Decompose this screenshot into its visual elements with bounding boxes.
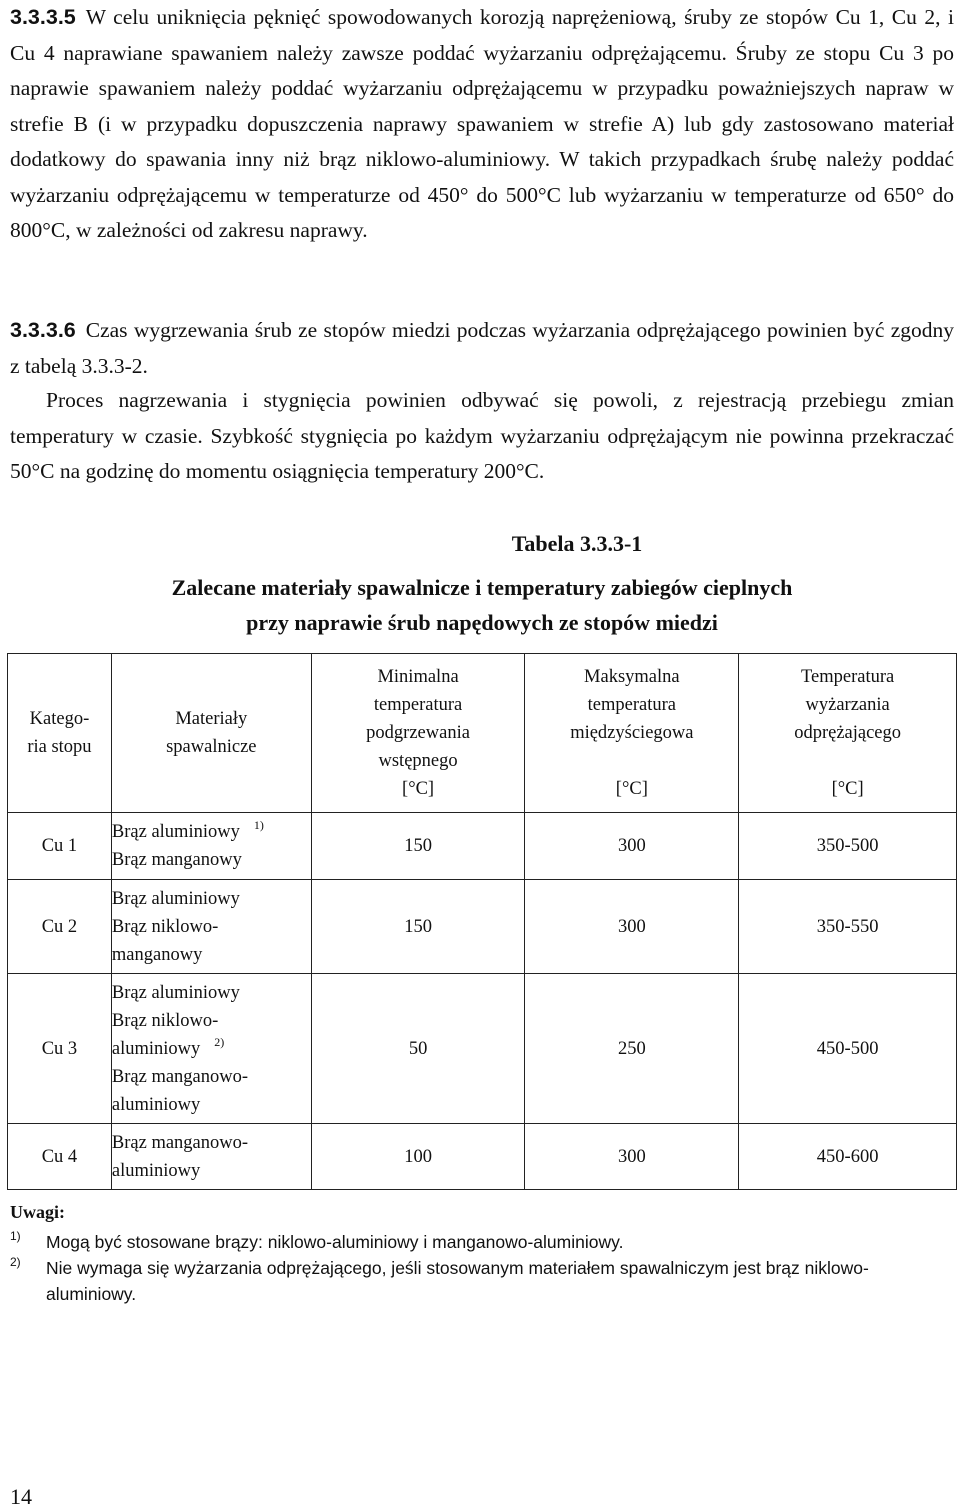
cell-max-interpass: 300 <box>525 880 739 974</box>
cell-category: Cu 1 <box>8 813 112 880</box>
header-line: podgrzewania <box>366 723 470 743</box>
cell-annealing: 450-600 <box>739 1124 957 1190</box>
header-max-interpass <box>525 654 739 813</box>
note-text: Nie wymaga się wyżarzania odprężającego, jeśli stosowanym materiałem spawalniczym jest brąz niklowo-aluminiowy. <box>46 1258 869 1304</box>
table-row <box>8 974 957 1124</box>
table-title <box>10 570 954 640</box>
note-mark: 2) <box>10 1255 21 1269</box>
header-unit: [°C] <box>615 779 648 799</box>
header-line: temperatura <box>373 695 463 715</box>
paragraph-text: W celu uniknięcia pęknięć spowodowanych korozją naprężeniową, śruby ze stopów Cu 1, Cu 2, i Cu 4 naprawiane spawaniem należy zawsze poddać wyżarzaniu odprężającemu. Śruby ze stopu Cu 3 po naprawie spawaniem należy poddać wyżarzaniu odprężającemu w przypadku poważniejszych napraw w strefie B (i w przypadku dopuszczenia naprawy spawaniem w strefie A) lub gdy zastosowano materiał dodatkowy do spawania inny niż brąz niklowo-aluminiowy. W takich przypadkach śrubę należy poddać wyżarzaniu odprężającemu w temperaturze od 450° do 500°C lub wyżarzaniu w temperaturze od 650° do 800°C, w zależności od zakresu naprawy. <box>10 5 954 242</box>
header-category <box>8 654 112 813</box>
header-line: Materiały <box>175 709 248 729</box>
section-number: 3.3.3.6 <box>10 318 76 342</box>
cell-min-preheat: 150 <box>311 880 525 974</box>
material-text: Brąz niklowo- <box>111 916 219 937</box>
material-line <box>112 885 311 913</box>
paragraph-cooling: Proces nagrzewania i stygnięcia powinien odbywać się powoli, z rejestracją przebiegu zmian temperatury w czasie. Szybkość stygnięcia po każdym wyżarzaniu odprężającym nie powinna przekraczać 50°C na godzinę do momentu osiągnięcia temperatury 200°C. <box>10 388 954 483</box>
header-unit: [°C] <box>402 779 435 799</box>
material-text: manganowy <box>111 944 203 965</box>
material-line <box>112 913 311 941</box>
header-min-preheat <box>311 654 525 813</box>
section-number: 3.3.3.5 <box>10 5 76 29</box>
material-line <box>112 941 311 969</box>
note-text: Mogą być stosowane brązy: niklowo-aluminiowy i manganowo-aluminiowy. <box>46 1232 624 1252</box>
material-line <box>112 1091 311 1119</box>
header-line: Katego- <box>29 709 90 729</box>
footnote-mark: 2) <box>214 1034 225 1049</box>
material-line <box>112 979 311 1007</box>
cell-min-preheat: 150 <box>311 813 525 880</box>
table-title-line: przy naprawie śrub napędowych ze stopów miedzi <box>246 610 718 635</box>
paragraph-text: Czas wygrzewania śrub ze stopów miedzi podczas wyżarzania odprężającego powinien być zgodny z tabelą 3.3.3-2. <box>10 318 954 378</box>
cell-annealing: 350-500 <box>739 813 957 880</box>
cell-materials <box>111 880 311 974</box>
header-line: międzyściegowa <box>570 723 694 743</box>
cell-category: Cu 4 <box>8 1124 112 1190</box>
header-annealing <box>739 654 957 813</box>
table-title-line: Zalecane materiały spawalnicze i temperatury zabiegów cieplnych <box>171 575 793 600</box>
material-line <box>112 1035 311 1063</box>
header-unit: [°C] <box>831 779 864 799</box>
cell-max-interpass: 300 <box>525 1124 739 1190</box>
material-text: aluminiowy <box>111 1094 201 1115</box>
header-line: Maksymalna <box>584 667 680 687</box>
material-text: Brąz aluminiowy <box>111 888 240 909</box>
table-label: Tabela 3.3.3-1 <box>511 531 643 556</box>
material-text: Brąz aluminiowy <box>111 822 240 842</box>
material-line <box>112 818 311 846</box>
cell-category: Cu 2 <box>8 880 112 974</box>
table-row <box>8 1124 957 1190</box>
header-line: spawalnicze <box>166 737 257 757</box>
cell-annealing: 450-500 <box>739 974 957 1124</box>
footnote-mark: 1) <box>253 818 264 832</box>
header-line: wstępnego <box>378 751 458 771</box>
header-line: odprężającego <box>794 723 902 743</box>
cell-annealing: 350-550 <box>739 880 957 974</box>
paragraph-3-3-3-6 <box>10 313 954 384</box>
page-number: 14 <box>10 1484 32 1509</box>
material-text: aluminiowy <box>111 1038 201 1059</box>
welding-materials-table <box>7 653 957 1190</box>
cell-materials <box>111 813 311 880</box>
material-line <box>112 1129 311 1157</box>
cell-materials <box>111 1124 311 1190</box>
material-text: Brąz manganowo- <box>111 1132 249 1153</box>
table-row <box>8 880 957 974</box>
header-line: temperatura <box>587 695 676 715</box>
cell-min-preheat: 100 <box>311 1124 525 1190</box>
cell-max-interpass: 300 <box>525 813 739 880</box>
header-line: Temperatura <box>801 667 895 687</box>
notes-heading: Uwagi: <box>10 1202 65 1222</box>
notes-list <box>10 1229 954 1307</box>
header-line: Minimalna <box>377 667 459 687</box>
material-line <box>112 846 311 874</box>
material-text: Brąz aluminiowy <box>111 982 240 1003</box>
material-text: aluminiowy <box>111 1160 201 1181</box>
note-mark: 1) <box>10 1229 21 1243</box>
header-line: ria stopu <box>27 737 92 757</box>
table-row <box>8 813 957 880</box>
cell-category: Cu 3 <box>8 974 112 1124</box>
material-text: Brąz manganowo- <box>111 1066 249 1087</box>
material-line <box>112 1157 311 1185</box>
material-text: Brąz manganowy <box>111 850 242 870</box>
material-text: Brąz niklowo- <box>111 1010 219 1031</box>
paragraph-3-3-3-5 <box>10 0 954 249</box>
note-item <box>10 1229 954 1255</box>
cell-min-preheat: 50 <box>311 974 525 1124</box>
note-item <box>10 1255 954 1307</box>
cell-max-interpass: 250 <box>525 974 739 1124</box>
header-line: wyżarzania <box>805 695 890 715</box>
table-body <box>8 813 957 1190</box>
material-line <box>112 1063 311 1091</box>
notes-section <box>10 1202 954 1307</box>
cell-materials <box>111 974 311 1124</box>
table-header-row <box>8 654 957 813</box>
header-materials <box>111 654 311 813</box>
material-line <box>112 1007 311 1035</box>
